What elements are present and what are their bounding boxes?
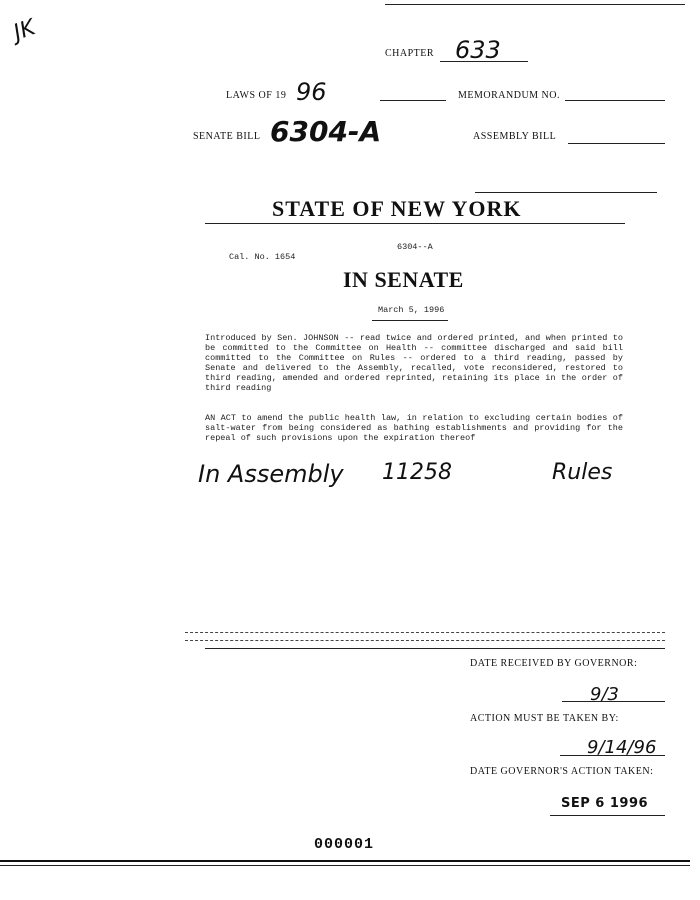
handwritten-rules: Rules [552,460,613,485]
handwritten-assembly-number: 11258 [382,460,452,485]
senate-bill-label: SENATE BILL [193,131,261,142]
lower-rule-1 [185,632,665,633]
title-rule-top [475,192,657,193]
received-value: 9/3 [590,684,619,705]
date-rule [372,320,448,321]
laws-label: LAWS OF 19 [226,90,287,101]
chamber-heading: IN SENATE [343,267,464,292]
laws-value: 96 [296,78,327,106]
chapter-value: 633 [455,36,501,64]
taken-label: DATE GOVERNOR'S ACTION TAKEN: [470,766,654,777]
bottom-rule [0,860,690,862]
bill-number: 6304--A [397,242,433,252]
bottom-rule-thin [0,865,690,866]
action-label: ACTION MUST BE TAKEN BY: [470,713,619,724]
received-rule [562,701,665,702]
act-paragraph: AN ACT to amend the public health law, in relation to excluding certain bodies of salt-water from being considered as bathing establishments and providing for the repeal of such provisions upon the expiration thereof [205,413,623,443]
lower-rule-3 [205,648,665,649]
chapter-rule [440,61,528,62]
lower-rule-2 [185,640,665,641]
received-label: DATE RECEIVED BY GOVERNOR: [470,658,638,669]
page-number: 000001 [314,836,375,853]
action-value: 9/14/96 [587,737,657,758]
assembly-bill-label: ASSEMBLY BILL [473,131,557,142]
memo-rule [565,100,665,101]
bill-title: STATE OF NEW YORK [272,196,522,221]
senate-bill-value: 6304-A [270,115,382,148]
bill-date: March 5, 1996 [378,305,445,315]
introduction-paragraph: Introduced by Sen. JOHNSON -- read twice and ordered printed, and when printed to be committed to the Committee on Health -- committee discharged and said bill committed to the Committee on Rules -- ordered to a third reading, passed by Senate and delivered to the Assembly, recalled, vote reconsidered, restored to third reading, amended and ordered reprinted, retaining its place in the order of third reading [205,333,623,393]
action-rule [560,755,665,756]
taken-stamp: SEP 6 1996 [561,796,649,811]
chapter-label: CHAPTER [385,48,435,59]
memo-label: MEMORANDUM NO. [458,90,561,101]
corner-mark: JK [10,15,39,46]
top-rule [385,4,685,5]
cal-no: Cal. No. 1654 [229,252,296,262]
assembly-bill-rule [568,143,665,144]
title-rule-bottom [205,223,625,224]
laws-rule-right [380,100,446,101]
taken-rule [550,815,665,816]
handwritten-in-assembly: In Assembly [198,460,344,488]
